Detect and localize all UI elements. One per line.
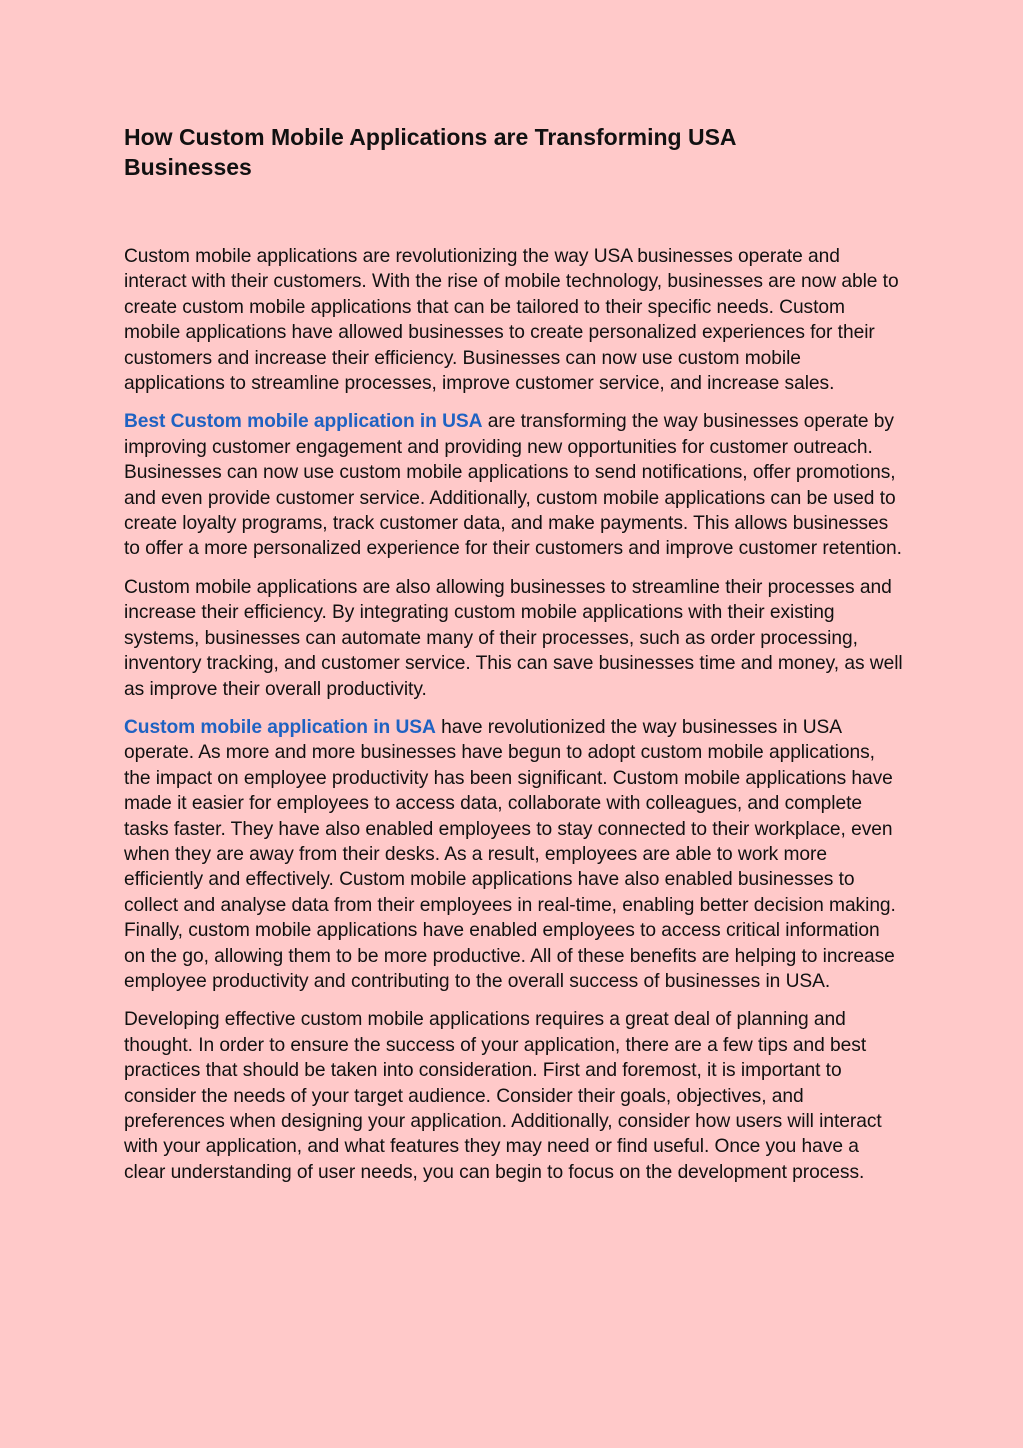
paragraph-text: are transforming the way businesses operate by improving customer engagement and providing new opportunities for customer outreach. Businesses can now use custom mobile applications to send notifications, offer promotions, and even provide customer service. Additionally, custom mobile applications can be used to create loyalty programs, track customer data, and make payments. This allows businesses to offer a more personalized experience for their customers and improve customer retention.	[124, 411, 902, 560]
document-page	[124, 122, 904, 1198]
paragraph-intro	[124, 244, 904, 396]
paragraph-development	[124, 1007, 904, 1185]
paragraph-productivity	[124, 715, 904, 994]
best-custom-app-link[interactable]: Best Custom mobile application in USA	[124, 411, 483, 433]
document-title: How Custom Mobile Applications are Transforming USA Businesses	[124, 124, 736, 180]
paragraph-text: Developing effective custom mobile applications requires a great deal of planning and thought. In order to ensure the success of your application, there are a few tips and best practices that should be taken into consideration. First and foremost, it is important to consider the needs of your target audience. Consider their goals, objectives, and preferences when designing your application. Additionally, consider how users will interact with your application, and what features they may need or find useful. Once you have a clear understanding of user needs, you can begin to focus on the development process.	[124, 1009, 882, 1183]
paragraph-text: Custom mobile applications are also allowing businesses to streamline their processes and increase their efficiency. By integrating custom mobile applications with their existing systems, businesses can automate many of their processes, such as order processing, inventory tracking, and customer service. This can save businesses time and money, as well as improve their overall productivity.	[124, 576, 903, 700]
custom-app-usa-link[interactable]: Custom mobile application in USA	[124, 716, 436, 738]
paragraph-engagement	[124, 409, 904, 561]
paragraph-text: have revolutionized the way businesses in USA operate. As more and more businesses have begun to adopt custom mobile applications, the impact on employee productivity has been significant. Custom mobile applications have made it easier for employees to access data, collaborate with colleagues, and complete tasks faster. They have also enabled employees to stay connected to their workplace, even when they are away from their desks. As a result, employees are able to work more efficiently and effectively. Custom mobile applications have also enabled businesses to collect and analyse data from their employees in real-time, enabling better decision making. Finally, custom mobile applications have enabled employees to access critical information on the go, allowing them to be more productive. All of these benefits are helping to increase employee productivity and contributing to the overall success of businesses in USA.	[124, 716, 896, 992]
paragraph-text: Custom mobile applications are revolutionizing the way USA businesses operate and interact with their customers. With the rise of mobile technology, businesses are now able to create custom mobile applications that can be tailored to their specific needs. Custom mobile applications have allowed businesses to create personalized experiences for their customers and increase their efficiency. Businesses can now use custom mobile applications to streamline processes, improve customer service, and increase sales.	[124, 246, 899, 395]
paragraph-efficiency	[124, 575, 904, 702]
